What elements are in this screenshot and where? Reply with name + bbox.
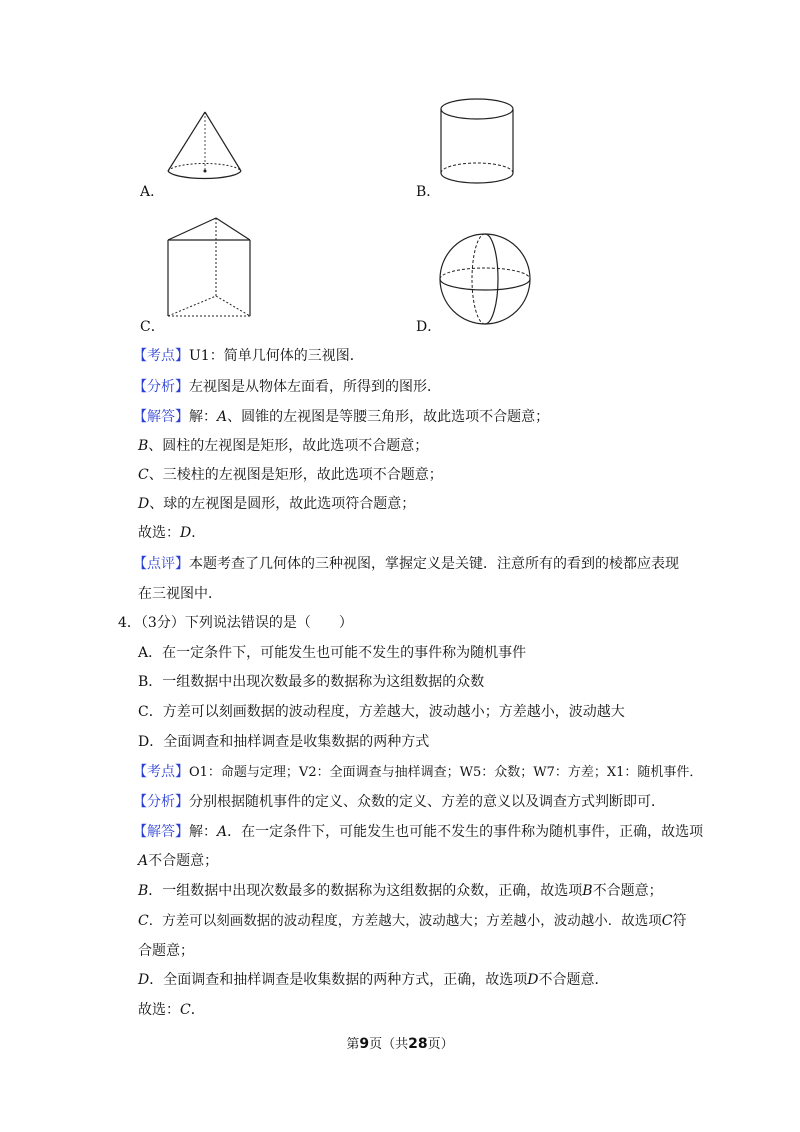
jieda-text: 、球的左视图是圆形，故此选项符合题意； [149, 496, 416, 512]
jieda-text: 符 [672, 913, 687, 929]
option-text: A．在一定条件下，可能发生也可能不发生的事件称为随机事件 [138, 645, 527, 661]
cylinder-figure [436, 96, 518, 192]
page-number: 9 [359, 1036, 370, 1052]
fenxi-text: 分别根据随机事件的定义、众数的定义、方差的意义以及调查方式判断即可． [189, 794, 665, 810]
footer-text: 页） [427, 1037, 454, 1052]
q4-fenxi [133, 792, 665, 812]
q3-jieda-line-3 [138, 465, 443, 485]
kaodian-text: O1：命题与定理；V2：全面调查与抽样调查；W5：众数；W7：方差；X1：随机事件． [189, 765, 703, 780]
answer-suffix: ． [191, 525, 206, 541]
total-pages: 28 [408, 1036, 428, 1052]
jieda-text: 合题意； [138, 943, 194, 959]
q4-answer [138, 1000, 205, 1020]
kaodian-text: U1：简单几何体的三视图． [189, 348, 364, 364]
jieda-text: 、三棱柱的左视图是矩形，故此选项不合题意； [148, 467, 443, 483]
jieda-text: ．在一定条件下，可能发生也可能不发生的事件称为随机事件，正确，故选项 [227, 824, 704, 840]
answer-letter: D [180, 525, 192, 541]
q4-jieda-line-5 [138, 941, 194, 961]
question-text: 4．（3分）下列说法错误的是（ ） [118, 615, 353, 631]
answer-prefix: 故选： [138, 1002, 180, 1018]
option-text: D．全面调查和抽样调查是收集数据的两种方式 [138, 734, 430, 750]
kaodian-tag: 【考点】 [133, 348, 189, 364]
jieda-text: 解： [189, 409, 217, 425]
cone-figure [160, 108, 250, 188]
jieda-text: 、圆柱的左视图是矩形，故此选项不合题意； [148, 438, 429, 454]
kaodian-tag: 【考点】 [133, 764, 189, 780]
q4-jieda-line-2 [138, 851, 218, 871]
option-text: B．一组数据中出现次数最多的数据称为这组数据的众数 [138, 674, 485, 690]
option-letter: C [138, 913, 149, 929]
q3-fenxi [133, 377, 441, 397]
jieda-text: ．一组数据中出现次数最多的数据称为这组数据的众数，正确，故选项 [148, 883, 583, 899]
jieda-tag: 【解答】 [133, 409, 189, 425]
option-a-label: A． [140, 184, 165, 200]
fenxi-tag: 【分析】 [133, 379, 189, 395]
q4-kaodian [133, 762, 702, 783]
option-letter: A [138, 853, 149, 869]
jieda-text: 不合题意； [148, 853, 219, 869]
q4-option-d [138, 732, 429, 752]
q4-option-b [138, 672, 484, 692]
option-letter: B [138, 883, 149, 899]
q4-jieda-line-1 [133, 822, 703, 842]
option-letter: A [217, 824, 228, 840]
triangular-prism-figure [162, 212, 258, 324]
dianping-text: 在三视图中． [138, 586, 222, 602]
dianping-text: 本题考查了几何体的三种视图，掌握定义是关键．注意所有的看到的棱都应表现 [189, 556, 679, 572]
answer-letter: C [180, 1002, 191, 1018]
dianping-tag: 【点评】 [133, 556, 189, 572]
answer-prefix: 故选： [138, 525, 180, 541]
option-c-label: C． [140, 319, 165, 335]
q3-kaodian [133, 346, 364, 366]
q3-jieda-line-4 [138, 494, 415, 514]
q3-answer [138, 523, 205, 543]
jieda-text: 不合题意； [592, 883, 663, 899]
option-letter: C [661, 913, 673, 929]
page-footer [0, 1033, 800, 1052]
option-letter: D [138, 496, 150, 512]
option-text: C．方差可以刻画数据的波动程度，方差越大，波动越小；方差越小，波动越大 [138, 704, 625, 720]
option-letter: A [217, 409, 228, 425]
q4-jieda-line-3 [138, 881, 663, 901]
q4-option-a [138, 643, 526, 663]
answer-suffix: ． [190, 1002, 205, 1018]
footer-text: 第 [346, 1037, 360, 1052]
jieda-text: 、圆锥的左视图是等腰三角形，故此选项不合题意； [227, 409, 550, 425]
q3-jieda-line-1 [133, 407, 549, 427]
option-d-label: D． [416, 319, 442, 335]
footer-text: 页（共 [369, 1037, 409, 1052]
q4-jieda-line-4 [138, 911, 686, 931]
jieda-text: 解： [189, 824, 217, 840]
q3-jieda-line-2 [138, 436, 428, 456]
option-b-label: B． [416, 184, 441, 200]
option-letter: D [527, 972, 539, 988]
fenxi-tag: 【分析】 [133, 794, 189, 810]
option-letter: C [138, 467, 149, 483]
option-letter: B [582, 883, 593, 899]
fenxi-text: 左视图是从物体左面看，所得到的图形． [189, 379, 441, 395]
q4-jieda-line-6 [138, 970, 608, 990]
option-letter: B [138, 438, 149, 454]
jieda-tag: 【解答】 [133, 824, 189, 840]
sphere-figure [436, 230, 534, 328]
q3-dianping-line-2 [138, 584, 222, 604]
option-letter: D [138, 972, 150, 988]
jieda-text: ．全面调查和抽样调查是收集数据的两种方式，正确，故选项 [149, 972, 528, 988]
q4-option-c [138, 702, 625, 722]
q4-stem [118, 613, 353, 633]
jieda-text: ．方差可以刻画数据的波动程度，方差越大，波动越大；方差越小，波动越小．故选项 [148, 913, 662, 929]
jieda-text: 不合题意． [538, 972, 609, 988]
q3-dianping [133, 554, 679, 574]
